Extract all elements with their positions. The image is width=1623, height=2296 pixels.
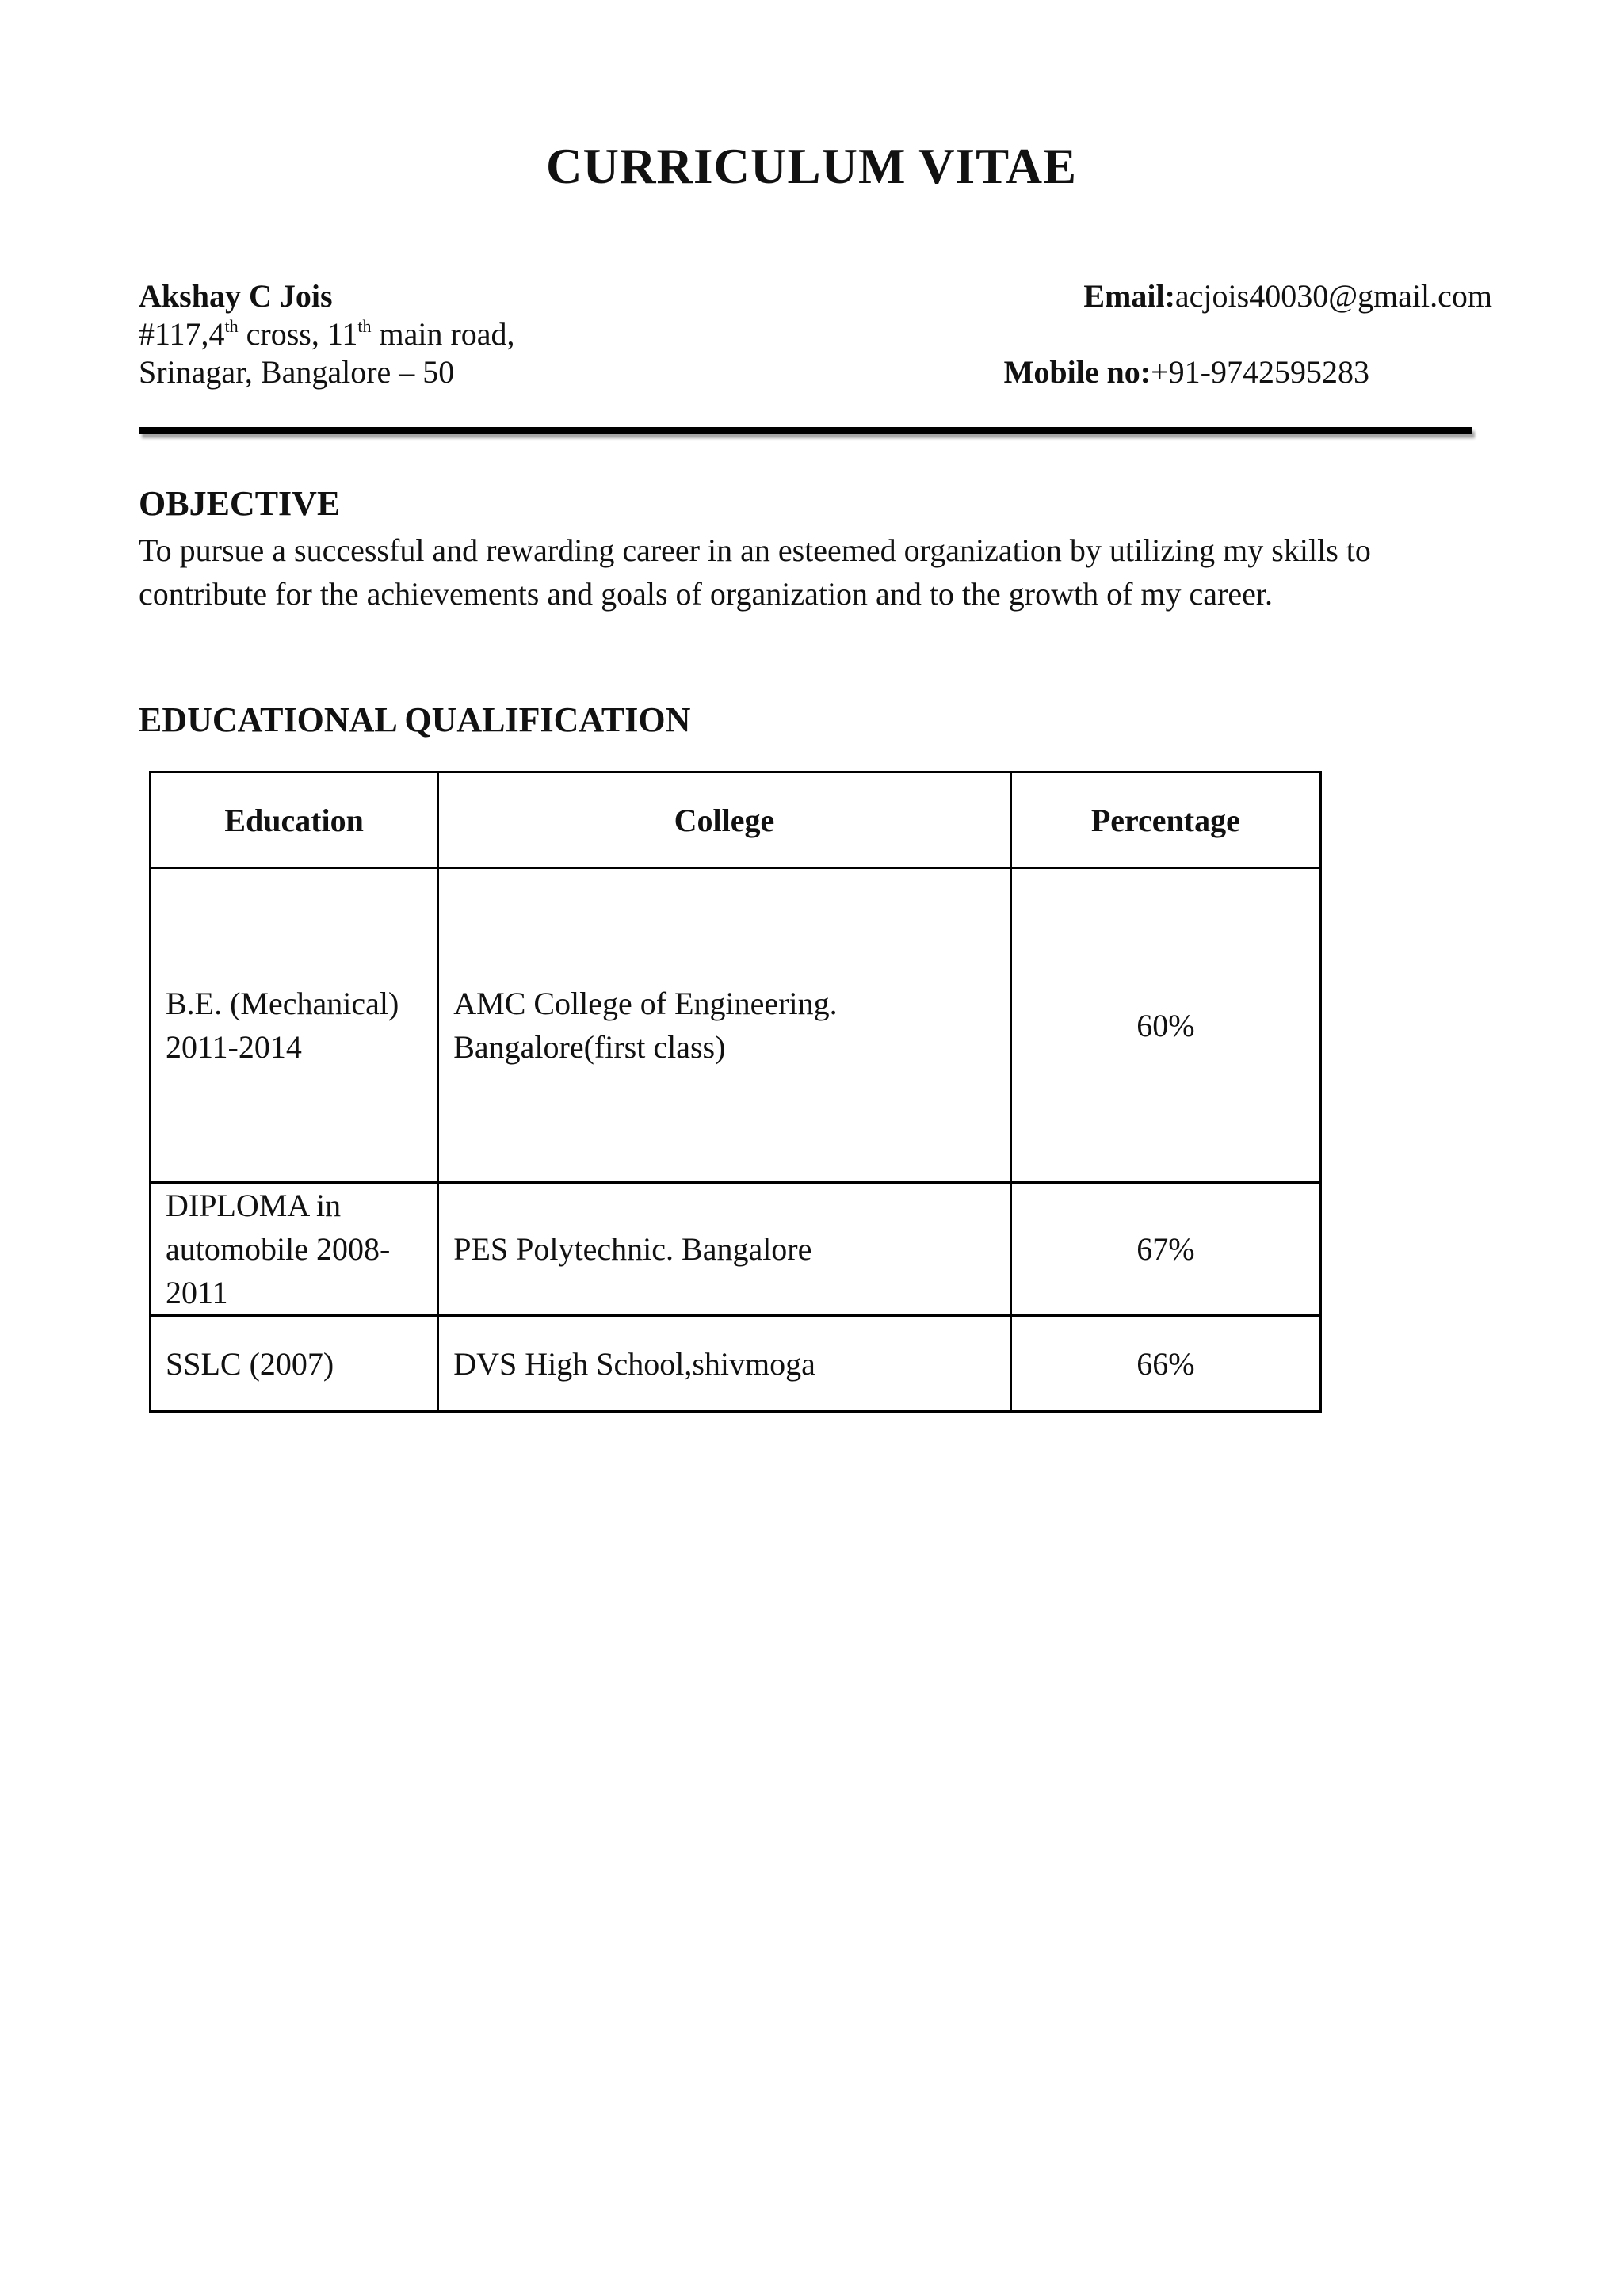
address-line-2: Srinagar, Bangalore – 50 bbox=[139, 354, 455, 390]
percentage-cell: 66% bbox=[1010, 1316, 1320, 1412]
education-text: B.E. (Mechanical) bbox=[166, 986, 399, 1021]
column-header-percentage: Percentage bbox=[1010, 772, 1320, 868]
table-row bbox=[151, 868, 1321, 1183]
education-cell bbox=[151, 868, 438, 1183]
college-text: PES Polytechnic. Bangalore bbox=[453, 1231, 812, 1267]
address-road: main road, bbox=[371, 316, 515, 352]
mobile-line bbox=[1004, 353, 1369, 391]
percentage-cell: 67% bbox=[1010, 1183, 1320, 1316]
address-cross-sup: th bbox=[357, 315, 372, 336]
address-house-sup: th bbox=[224, 315, 239, 336]
college-text: DVS High School,shivmoga bbox=[453, 1345, 815, 1382]
objective-heading: OBJECTIVE bbox=[139, 484, 341, 523]
email-value: acjois40030@gmail.com bbox=[1174, 278, 1492, 314]
education-text: automobile 2008- bbox=[166, 1231, 391, 1267]
column-header-college: College bbox=[438, 772, 1010, 868]
college-cell bbox=[438, 868, 1010, 1183]
document-title: CURRICULUM VITAE bbox=[546, 139, 1077, 194]
address-house: #117,4 bbox=[139, 316, 225, 352]
education-cell bbox=[151, 1183, 438, 1316]
college-text: Bangalore(first class) bbox=[453, 1029, 726, 1065]
table-row bbox=[151, 1316, 1321, 1412]
education-heading: EDUCATIONAL QUALIFICATION bbox=[139, 700, 691, 739]
mobile-label: Mobile no: bbox=[1003, 354, 1151, 390]
education-text: DIPLOMA in bbox=[166, 1188, 342, 1223]
objective-text: To pursue a successful and rewarding career in an esteemed organization by utilizing my skills to contribute for the achievements and goals of organization and to the growth of my career. bbox=[139, 532, 1371, 612]
college-cell bbox=[438, 1316, 1010, 1412]
email-line bbox=[1083, 277, 1492, 315]
college-text: AMC College of Engineering. bbox=[453, 986, 838, 1021]
education-text: SSLC (2007) bbox=[166, 1345, 334, 1382]
address-line-1 bbox=[139, 315, 515, 353]
email-label: Email: bbox=[1083, 278, 1175, 314]
mobile-value: +91-9742595283 bbox=[1151, 354, 1369, 390]
table-header-row bbox=[151, 772, 1321, 868]
education-cell bbox=[151, 1316, 438, 1412]
candidate-name: Akshay C Jois bbox=[139, 278, 333, 314]
percentage-cell: 60% bbox=[1010, 868, 1320, 1183]
address-cross: cross, 11 bbox=[238, 316, 358, 352]
education-text: 2011 bbox=[166, 1275, 228, 1310]
college-cell bbox=[438, 1183, 1010, 1316]
column-header-education: Education bbox=[151, 772, 438, 868]
table-row bbox=[151, 1183, 1321, 1316]
education-text: 2011-2014 bbox=[166, 1029, 302, 1065]
education-table bbox=[149, 771, 1322, 1413]
header-divider bbox=[139, 427, 1472, 434]
